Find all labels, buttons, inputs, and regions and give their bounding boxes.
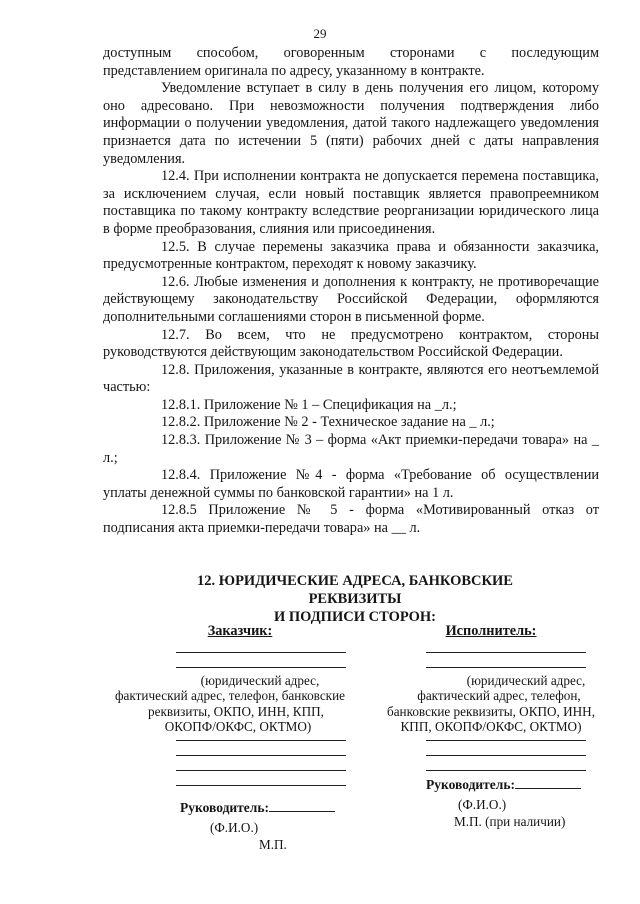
fio-caption: (Ф.И.О.) — [458, 796, 507, 812]
heading-line: И ПОДПИСИ СТОРОН: — [273, 609, 437, 625]
details-line: фактический адрес, телефон, — [417, 688, 581, 704]
supplier-column — [376, 624, 606, 830]
page-number: 29 — [313, 26, 327, 41]
details-line: реквизиты, ОКПО, ИНН, КПП, — [148, 703, 324, 719]
paragraph: 12.4. При исполнении контракта не допускается перемена поставщика, за исключением случая, если новый поставщик является правопреемником поставщика по такому контракту вследствие реорганизации юридического лица в форме преобразования, слияния или присоединения. — [103, 168, 599, 237]
customer-title: Заказчик: — [207, 623, 273, 639]
blank-line — [176, 740, 346, 741]
paragraph: 12.5. В случае перемены заказчика права и обязанности заказчика, предусмотренные контрактом, переходят к новому заказчику. — [103, 238, 599, 273]
details-line: (юридический адрес, — [200, 672, 320, 688]
contract-body — [103, 45, 599, 538]
signer-label: Руководитель: — [180, 799, 270, 815]
blank-line — [426, 770, 586, 771]
fio-caption: (Ф.И.О.) — [210, 819, 259, 835]
paragraph: Уведомление вступает в силу в день получения его лицом, которому оно адресовано. При невозможности получения подтверждения либо информации о получении уведомления, датой такого надлежащего уведомления признается дата по истечении 5 (пяти) рабочих дней с даты направления уведомления. — [103, 80, 599, 167]
blank-line — [176, 755, 346, 756]
paragraph: 12.8. Приложения, указанные в контракте, являются его неотъемлемой частью: — [103, 361, 599, 396]
paragraph: 12.7. Во всем, что не предусмотрено контрактом, стороны руководствуются действующим законодательством Российской Федерации. — [103, 326, 599, 361]
heading-line: 12. ЮРИДИЧЕСКИЕ АДРЕСА, БАНКОВСКИЕ РЕКВИЗИТЫ — [197, 573, 513, 607]
list-item: 12.8.5 Приложение № 5 - форма «Мотивированный отказ от подписания акта приемки-передачи товара» на __ л. — [103, 502, 599, 537]
list-item: 12.8.2. Приложение № 2 - Техническое задание на _ л.; — [161, 414, 495, 431]
paragraph: доступным способом, оговоренным сторонами с последующим — [103, 45, 599, 61]
blank-line — [176, 770, 346, 771]
list-item: 12.8.3. Приложение № 3 – форма «Акт приемки-передачи товара» на _ л.; — [103, 432, 599, 466]
signature-line — [515, 788, 581, 789]
supplier-details — [376, 673, 606, 735]
list-item: 12.8.4. Приложение №4 - форма «Требование об осуществлении уплаты денежной суммы по банковской гарантии» на 1 л. — [103, 467, 599, 501]
blank-line — [176, 667, 346, 668]
blank-line — [426, 740, 586, 741]
details-line: (юридический адрес, — [466, 672, 586, 688]
supplier-title: Исполнитель: — [445, 623, 537, 639]
details-line: фактический адрес, телефон, банковские — [115, 688, 345, 704]
stamp-caption: М.П. — [259, 837, 287, 853]
list-item: 12.8.1. Приложение № 1 – Спецификация на _л.; — [161, 396, 457, 413]
supplier-signature — [426, 777, 606, 793]
blank-line — [176, 785, 346, 786]
blank-line — [426, 652, 586, 653]
blank-line — [426, 667, 586, 668]
customer-signature — [180, 800, 350, 816]
paragraph: представлением оригинала по адресу, указанному в контракте. — [103, 62, 485, 79]
details-line: ОКОПФ/ОКФС, ОКТМО) — [164, 719, 312, 735]
blank-line — [176, 652, 346, 653]
signer-label: Руководитель: — [426, 776, 516, 792]
section-heading — [150, 572, 560, 626]
details-line: банковские реквизиты, ОКПО, ИНН, — [386, 703, 596, 719]
customer-column — [110, 624, 350, 853]
stamp-caption: М.П. (при наличии) — [454, 814, 566, 830]
details-line: КПП, ОКОПФ/ОКФС, ОКТМО) — [400, 719, 582, 735]
blank-line — [426, 755, 586, 756]
paragraph: 12.6. Любые изменения и дополнения к контракту, не противоречащие действующему законодательству Российской Федерации, оформляются дополнительными соглашениями сторон в письменной форме. — [103, 273, 599, 325]
customer-details — [110, 673, 350, 735]
signature-line — [269, 811, 335, 812]
